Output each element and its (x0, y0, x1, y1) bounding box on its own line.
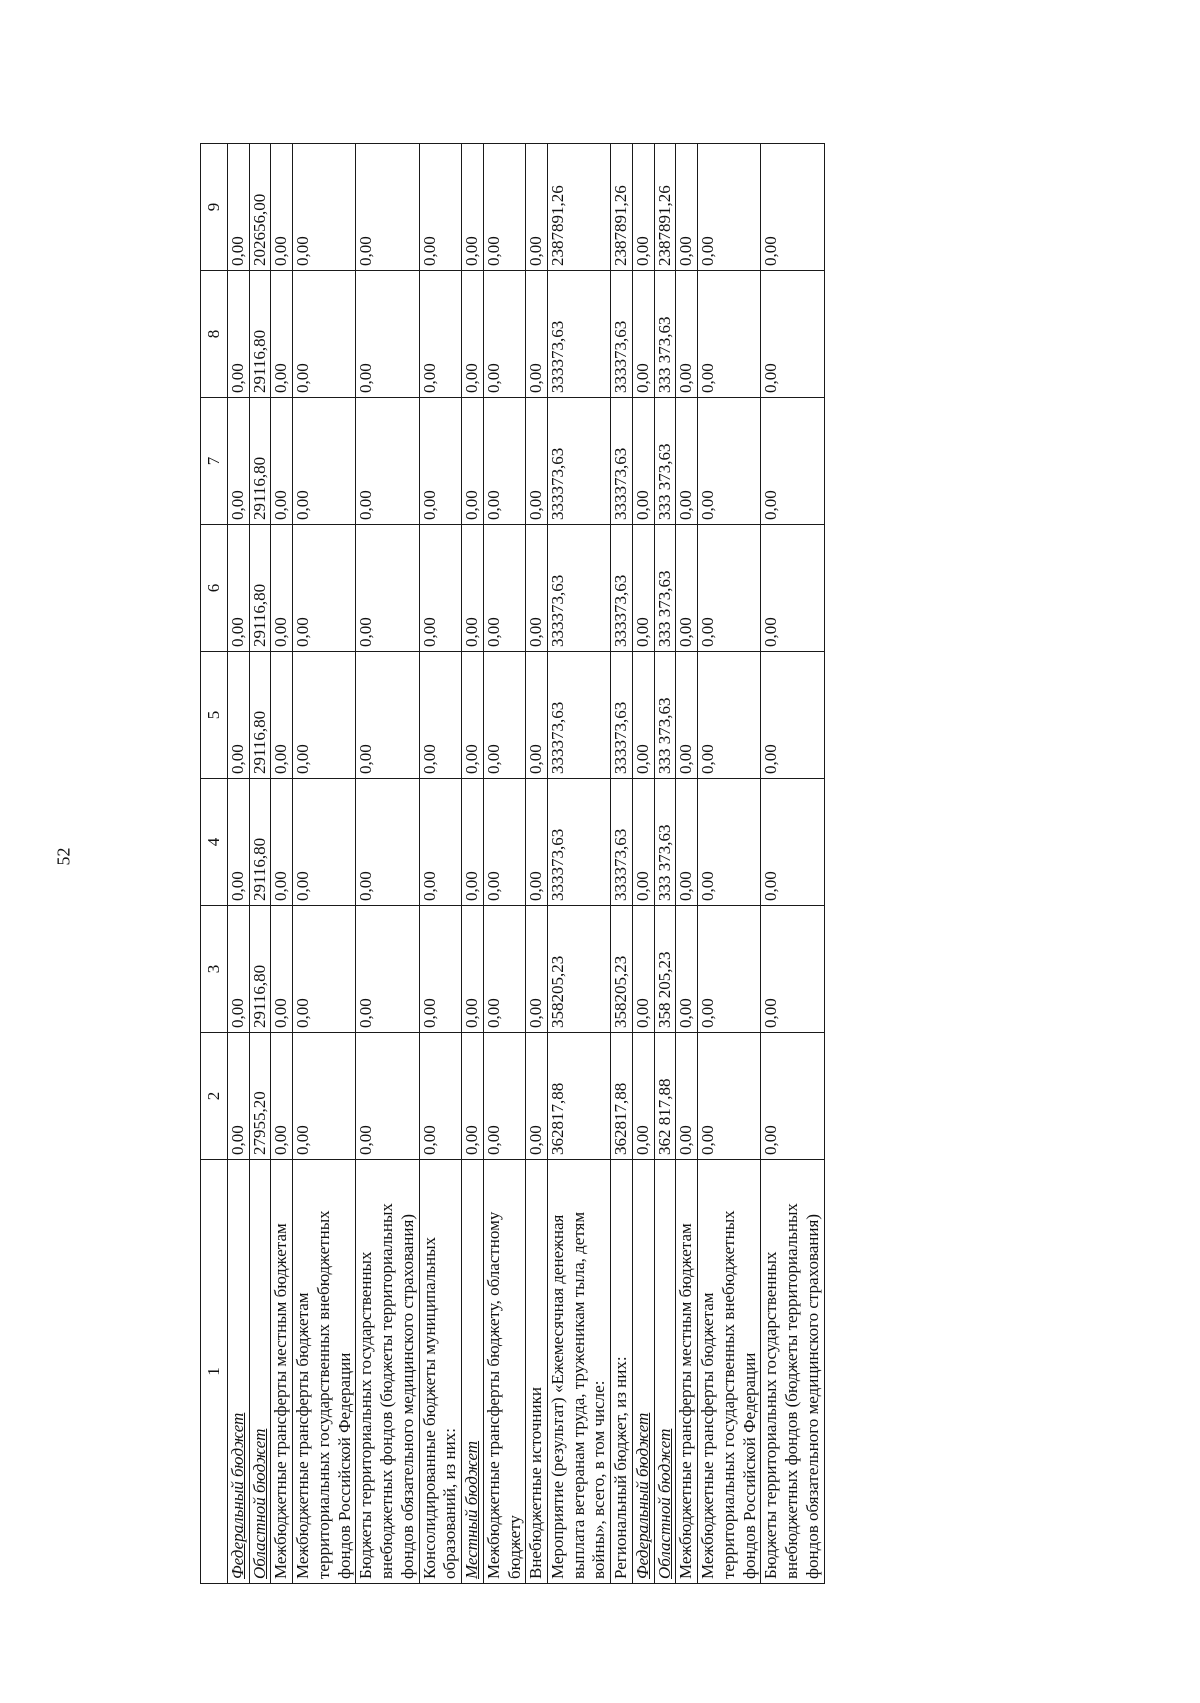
value-cell: 333373,63 (611, 525, 633, 652)
value-cell: 0,00 (483, 652, 525, 779)
value-cell: 0,00 (293, 525, 356, 652)
value-cell: 0,00 (271, 525, 293, 652)
column-header-1: 1 (201, 1160, 228, 1584)
value-cell: 333373,63 (548, 271, 611, 398)
value-cell: 0,00 (271, 398, 293, 525)
value-cell: 0,00 (228, 271, 250, 398)
value-cell: 0,00 (526, 271, 548, 398)
value-cell: 0,00 (632, 271, 654, 398)
value-cell: 0,00 (462, 779, 484, 906)
value-cell: 0,00 (698, 906, 761, 1033)
table-row (419, 144, 461, 1584)
table-row (526, 144, 548, 1584)
value-cell: 0,00 (293, 271, 356, 398)
value-cell: 333373,63 (611, 271, 633, 398)
table-row (761, 144, 824, 1584)
row-label: Федеральный бюджет (632, 1160, 654, 1584)
value-cell: 0,00 (676, 398, 698, 525)
row-label: Областной бюджет (654, 1160, 676, 1584)
value-cell: 0,00 (293, 779, 356, 906)
value-cell: 0,00 (356, 144, 419, 271)
row-label: Межбюджетные трансферты местным бюджетам (676, 1160, 698, 1584)
column-header-5: 5 (201, 652, 228, 779)
value-cell: 0,00 (761, 271, 824, 398)
row-label: Межбюджетные трансферты бюджетам территориальных государственных внебюджетных фондов Российской Федерации (698, 1160, 761, 1584)
value-cell: 0,00 (271, 1033, 293, 1160)
value-cell: 29116,80 (249, 271, 271, 398)
value-cell: 0,00 (632, 906, 654, 1033)
value-cell: 0,00 (228, 906, 250, 1033)
table-row (249, 144, 271, 1584)
page-number: 52 (53, 847, 74, 866)
value-cell: 0,00 (676, 652, 698, 779)
value-cell: 0,00 (462, 906, 484, 1033)
value-cell: 0,00 (419, 906, 461, 1033)
value-cell: 0,00 (698, 652, 761, 779)
value-cell: 0,00 (632, 1033, 654, 1160)
table-row (293, 144, 356, 1584)
column-header-4: 4 (201, 779, 228, 906)
row-label: Региональный бюджет, из них: (611, 1160, 633, 1584)
value-cell: 358205,23 (548, 906, 611, 1033)
value-cell: 0,00 (419, 779, 461, 906)
value-cell: 0,00 (483, 525, 525, 652)
value-cell: 0,00 (526, 779, 548, 906)
budget-table (200, 143, 825, 1584)
value-cell: 27955,20 (249, 1033, 271, 1160)
value-cell: 0,00 (228, 1033, 250, 1160)
table-row (228, 144, 250, 1584)
value-cell: 0,00 (462, 144, 484, 271)
value-cell: 333373,63 (611, 652, 633, 779)
value-cell: 0,00 (761, 398, 824, 525)
value-cell: 0,00 (356, 525, 419, 652)
value-cell: 0,00 (271, 144, 293, 271)
value-cell: 358205,23 (611, 906, 633, 1033)
value-cell: 0,00 (419, 525, 461, 652)
value-cell: 0,00 (526, 1033, 548, 1160)
value-cell: 0,00 (228, 144, 250, 271)
value-cell: 333 373,63 (654, 271, 676, 398)
value-cell: 0,00 (293, 398, 356, 525)
row-label: Бюджеты территориальных государственных внебюджетных фондов (бюджеты территориальных фондов обязательного медицинского страхования) (356, 1160, 419, 1584)
row-label: Консолидированные бюджеты муниципальных образований, из них: (419, 1160, 461, 1584)
row-label: Межбюджетные трансферты бюджетам территориальных государственных внебюджетных фондов Российской Федерации (293, 1160, 356, 1584)
value-cell: 0,00 (761, 906, 824, 1033)
value-cell: 0,00 (271, 906, 293, 1033)
value-cell: 0,00 (632, 652, 654, 779)
value-cell: 0,00 (419, 652, 461, 779)
column-header-6: 6 (201, 525, 228, 652)
value-cell: 0,00 (526, 144, 548, 271)
value-cell: 0,00 (419, 144, 461, 271)
row-label: Федеральный бюджет (228, 1160, 250, 1584)
table-row (698, 144, 761, 1584)
value-cell: 0,00 (462, 398, 484, 525)
value-cell: 0,00 (419, 271, 461, 398)
value-cell: 0,00 (293, 906, 356, 1033)
column-header-9: 9 (201, 144, 228, 271)
value-cell: 0,00 (483, 779, 525, 906)
value-cell: 333373,63 (611, 779, 633, 906)
value-cell: 0,00 (293, 1033, 356, 1160)
value-cell: 0,00 (698, 398, 761, 525)
value-cell: 0,00 (632, 525, 654, 652)
value-cell: 0,00 (462, 271, 484, 398)
value-cell: 0,00 (356, 652, 419, 779)
value-cell: 0,00 (526, 525, 548, 652)
row-label: Местный бюджет (462, 1160, 484, 1584)
value-cell: 0,00 (462, 525, 484, 652)
value-cell: 0,00 (419, 398, 461, 525)
value-cell: 0,00 (293, 652, 356, 779)
value-cell: 29116,80 (249, 906, 271, 1033)
table-row (654, 144, 676, 1584)
table-row (271, 144, 293, 1584)
value-cell: 0,00 (228, 779, 250, 906)
value-cell: 0,00 (676, 144, 698, 271)
row-label: Бюджеты территориальных государственных внебюджетных фондов (бюджеты территориальных фондов обязательного медицинского страхования) (761, 1160, 824, 1584)
value-cell: 333373,63 (548, 525, 611, 652)
table-row (632, 144, 654, 1584)
value-cell: 0,00 (228, 525, 250, 652)
row-label: Мероприятие (результат) «Ежемесячная денежная выплата ветеранам труда, труженикам тыла, детям войны», всего, в том числе: (548, 1160, 611, 1584)
value-cell: 0,00 (698, 525, 761, 652)
value-cell: 0,00 (293, 144, 356, 271)
value-cell: 333373,63 (548, 398, 611, 525)
value-cell: 333373,63 (548, 652, 611, 779)
table-row (611, 144, 633, 1584)
value-cell: 0,00 (271, 779, 293, 906)
table-row (548, 144, 611, 1584)
value-cell: 333 373,63 (654, 779, 676, 906)
row-label: Межбюджетные трансферты местным бюджетам (271, 1160, 293, 1584)
value-cell: 333 373,63 (654, 525, 676, 652)
value-cell: 2387891,26 (611, 144, 633, 271)
value-cell: 0,00 (483, 144, 525, 271)
column-header-7: 7 (201, 398, 228, 525)
value-cell: 0,00 (676, 525, 698, 652)
table-row (483, 144, 525, 1584)
value-cell: 0,00 (356, 906, 419, 1033)
value-cell: 29116,80 (249, 779, 271, 906)
value-cell: 0,00 (698, 779, 761, 906)
value-cell: 0,00 (761, 779, 824, 906)
value-cell: 0,00 (632, 398, 654, 525)
header-row (201, 144, 228, 1584)
value-cell: 0,00 (462, 1033, 484, 1160)
value-cell: 202656,00 (249, 144, 271, 271)
value-cell: 2387891,26 (548, 144, 611, 271)
row-label: Межбюджетные трансферты бюджету, областному бюджету (483, 1160, 525, 1584)
value-cell: 333373,63 (611, 398, 633, 525)
value-cell: 0,00 (483, 906, 525, 1033)
table-row (356, 144, 419, 1584)
value-cell: 0,00 (526, 906, 548, 1033)
value-cell: 0,00 (676, 271, 698, 398)
value-cell: 0,00 (462, 652, 484, 779)
value-cell: 0,00 (356, 271, 419, 398)
value-cell: 0,00 (271, 271, 293, 398)
column-header-8: 8 (201, 271, 228, 398)
table-row (676, 144, 698, 1584)
value-cell: 29116,80 (249, 398, 271, 525)
value-cell: 0,00 (483, 1033, 525, 1160)
value-cell: 0,00 (526, 398, 548, 525)
value-cell: 0,00 (271, 652, 293, 779)
value-cell: 29116,80 (249, 525, 271, 652)
row-label: Областной бюджет (249, 1160, 271, 1584)
value-cell: 0,00 (419, 1033, 461, 1160)
column-header-2: 2 (201, 1033, 228, 1160)
table-row (462, 144, 484, 1584)
value-cell: 0,00 (761, 1033, 824, 1160)
value-cell: 0,00 (761, 525, 824, 652)
value-cell: 0,00 (483, 398, 525, 525)
value-cell: 0,00 (676, 906, 698, 1033)
value-cell: 362817,88 (548, 1033, 611, 1160)
value-cell: 333373,63 (548, 779, 611, 906)
value-cell: 333 373,63 (654, 398, 676, 525)
value-cell: 0,00 (698, 1033, 761, 1160)
value-cell: 0,00 (356, 779, 419, 906)
value-cell: 0,00 (761, 652, 824, 779)
value-cell: 0,00 (698, 271, 761, 398)
value-cell: 0,00 (676, 779, 698, 906)
value-cell: 0,00 (483, 271, 525, 398)
row-label: Внебюджетные источники (526, 1160, 548, 1584)
value-cell: 362817,88 (611, 1033, 633, 1160)
value-cell: 0,00 (228, 652, 250, 779)
value-cell: 0,00 (632, 144, 654, 271)
value-cell: 0,00 (356, 1033, 419, 1160)
column-header-3: 3 (201, 906, 228, 1033)
value-cell: 362 817,88 (654, 1033, 676, 1160)
value-cell: 358 205,23 (654, 906, 676, 1033)
value-cell: 0,00 (698, 144, 761, 271)
value-cell: 29116,80 (249, 652, 271, 779)
table-body (228, 144, 825, 1584)
value-cell: 0,00 (228, 398, 250, 525)
value-cell: 0,00 (761, 144, 824, 271)
value-cell: 0,00 (526, 652, 548, 779)
budget-table-rotated (200, 144, 1062, 1584)
value-cell: 0,00 (356, 398, 419, 525)
value-cell: 0,00 (676, 1033, 698, 1160)
value-cell: 333 373,63 (654, 652, 676, 779)
value-cell: 2387891,26 (654, 144, 676, 271)
value-cell: 0,00 (632, 779, 654, 906)
